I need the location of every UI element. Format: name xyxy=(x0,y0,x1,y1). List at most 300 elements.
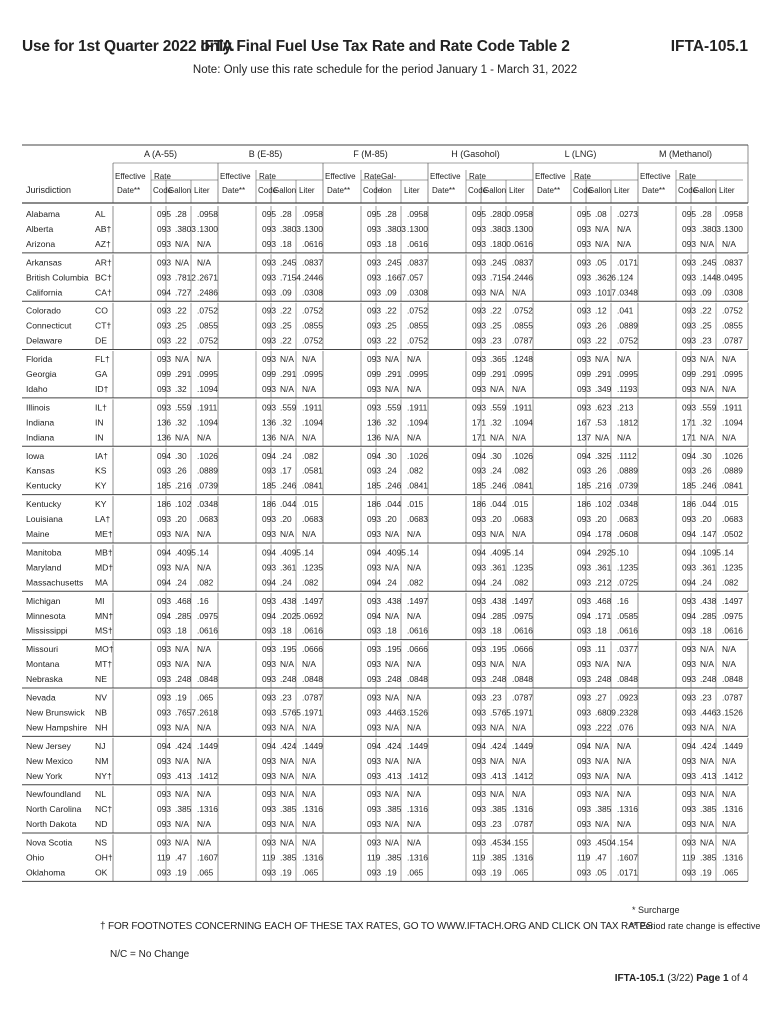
rate-code: 093 xyxy=(472,707,486,718)
liter-rate: .0171 xyxy=(617,867,638,878)
gallon-rate: N/A xyxy=(280,837,294,848)
jurisdiction-code: IN xyxy=(95,417,104,428)
liter-rate: .14 xyxy=(512,547,524,558)
rate-code: 093 xyxy=(682,789,696,800)
rate-code: 093 xyxy=(367,595,381,606)
gallon-rate: .424 xyxy=(175,740,192,751)
gallon-rate: N/A xyxy=(280,354,294,365)
gallon-rate: .23 xyxy=(700,335,712,346)
liter-rate: N/A xyxy=(617,659,631,670)
liter-rate: .082 xyxy=(302,450,319,461)
gallon-rate: .195 xyxy=(490,644,507,655)
liter-rate: N/A xyxy=(197,562,211,573)
gallon-rate: .4534 xyxy=(490,837,511,848)
liter-rate: .0787 xyxy=(722,335,743,346)
gallon-rate: N/A xyxy=(175,354,189,365)
gallon-rate: .385 xyxy=(385,852,402,863)
jurisdiction-code: FL† xyxy=(95,354,110,365)
rate-code: 093 xyxy=(472,755,486,766)
rate-code: 095 xyxy=(682,209,696,219)
gallon-rate: .22 xyxy=(385,305,397,316)
rate-code: 093 xyxy=(157,514,171,525)
jurisdiction-name: Montana xyxy=(26,659,60,670)
rate-code: 094 xyxy=(157,740,171,751)
liter-rate: .1300 xyxy=(302,223,323,234)
jurisdiction-name: New Jersey xyxy=(26,740,71,751)
liter-rate: .2618 xyxy=(197,707,218,718)
gallon-rate: .248 xyxy=(175,674,192,685)
gallon-rate: N/A xyxy=(175,529,189,539)
rate-code: 137 xyxy=(577,432,591,443)
liter-rate: N/A xyxy=(197,238,211,249)
rate-code: 093 xyxy=(577,272,591,283)
jurisdiction-code: OH† xyxy=(95,852,113,863)
jurisdiction-name: Kansas xyxy=(26,465,55,476)
gallon-rate: .285 xyxy=(490,610,507,621)
code-label: Code xyxy=(153,186,173,195)
rate-code: 093 xyxy=(472,804,486,815)
gallon-rate: .25 xyxy=(385,320,397,331)
rate-code: 095 xyxy=(472,209,486,219)
liter-rate: .1316 xyxy=(407,852,428,863)
liter-rate: .1412 xyxy=(512,770,533,781)
gallon-rate: .216 xyxy=(175,480,192,491)
rate-code: 093 xyxy=(472,789,486,800)
liter-rate: N/A xyxy=(407,529,421,539)
rate-code: 093 xyxy=(577,383,591,394)
gallon-rate: N/A xyxy=(595,770,609,781)
gallon-rate: .26 xyxy=(595,465,607,476)
rate-code: 093 xyxy=(262,272,276,283)
rate-code: 093 xyxy=(262,514,276,525)
gallon-rate: .248 xyxy=(700,674,717,685)
liter-rate: .082 xyxy=(407,465,424,476)
gallon-rate: .559 xyxy=(385,402,402,413)
gallon-rate: .291 xyxy=(700,369,717,379)
rate-code: 093 xyxy=(262,819,276,830)
rate-code: 093 xyxy=(367,402,381,413)
gallon-rate: .248 xyxy=(595,674,612,685)
liter-rate: .1094 xyxy=(407,417,428,428)
rate-code: 093 xyxy=(577,789,591,800)
rate-code: 094 xyxy=(262,740,276,751)
gallon-rate: N/A xyxy=(280,659,294,670)
rate-code: 094 xyxy=(682,529,696,539)
effective-label: Effective xyxy=(325,172,356,181)
liter-rate: .16 xyxy=(617,595,629,606)
rate-code: 093 xyxy=(472,272,486,283)
liter-rate: .2671 xyxy=(197,272,218,283)
gallon-rate: .349 xyxy=(595,383,612,394)
jurisdiction-name: Massachusetts xyxy=(26,577,84,588)
rate-code: 093 xyxy=(577,707,591,718)
jurisdiction-name: Delaware xyxy=(26,335,63,346)
rate-code: 093 xyxy=(472,770,486,781)
rate-code: 093 xyxy=(367,562,381,573)
jurisdiction-name: Iowa xyxy=(26,450,45,461)
rate-code: 093 xyxy=(472,287,486,298)
gallon-rate: .285 xyxy=(175,610,192,621)
rate-code: 099 xyxy=(367,369,381,379)
liter-rate: N/A xyxy=(617,770,631,781)
jurisdiction-name: Alberta xyxy=(26,223,54,234)
gallon-rate: N/A xyxy=(280,819,294,830)
rate-code: 093 xyxy=(367,819,381,830)
jurisdiction-code: GA xyxy=(95,369,108,379)
rate-label: Rate xyxy=(259,172,276,181)
liter-label: Liter xyxy=(299,186,315,195)
rate-code: 093 xyxy=(262,722,276,733)
rate-code: 093 xyxy=(367,755,381,766)
liter-rate: .14 xyxy=(722,547,734,558)
rate-code: 093 xyxy=(367,722,381,733)
jurisdiction-code: KY xyxy=(95,480,107,491)
liter-rate: N/A xyxy=(512,529,526,539)
gallon-rate: .22 xyxy=(385,335,397,346)
rate-code: 093 xyxy=(262,305,276,316)
liter-rate: N/A xyxy=(197,529,211,539)
rate-code: 093 xyxy=(472,595,486,606)
jurisdiction-code: MA xyxy=(95,577,108,588)
gallon-rate: .361 xyxy=(490,562,507,573)
rate-code: 093 xyxy=(157,837,171,848)
gallon-rate: N/A xyxy=(385,610,399,621)
gallon-rate: .23 xyxy=(490,335,502,346)
liter-rate: N/A xyxy=(197,432,211,443)
date-label: Date** xyxy=(642,186,666,195)
rate-code: 093 xyxy=(157,402,171,413)
code-label: Code xyxy=(258,186,278,195)
rate-code: 093 xyxy=(262,674,276,685)
gallon-rate: .246 xyxy=(280,480,297,491)
rate-code: 167 xyxy=(577,417,591,428)
rate-code: 185 xyxy=(157,480,171,491)
liter-rate: N/A xyxy=(722,432,736,443)
liter-rate: .0581 xyxy=(302,465,323,476)
rate-code: 093 xyxy=(472,692,486,703)
gallon-rate: .24 xyxy=(385,465,397,476)
effective-label: Effective xyxy=(220,172,251,181)
rate-code: 171 xyxy=(682,432,696,443)
jurisdiction-code: MD† xyxy=(95,562,114,573)
jurisdiction-name: Arkansas xyxy=(26,257,62,268)
jurisdiction-name: Mississippi xyxy=(26,625,68,636)
gallon-rate: .5765 xyxy=(280,707,301,718)
gallon-rate: .22 xyxy=(280,335,292,346)
liter-rate: .065 xyxy=(512,867,529,878)
gallon-rate: .147 xyxy=(700,529,717,539)
gallon-rate: .22 xyxy=(175,335,187,346)
jurisdiction-code: NY† xyxy=(95,770,112,781)
rate-code: 093 xyxy=(157,562,171,573)
jurisdiction-code: KY xyxy=(95,499,107,510)
liter-rate: N/A xyxy=(512,659,526,670)
rate-code: 093 xyxy=(682,867,696,878)
gallon-rate: .25 xyxy=(700,320,712,331)
gallon-rate: .245 xyxy=(385,257,402,268)
liter-rate: N/A xyxy=(722,238,736,249)
liter-rate: N/A xyxy=(302,383,316,394)
effective-label: Effective xyxy=(535,172,566,181)
liter-rate: N/A xyxy=(302,659,316,670)
form-number: IFTA-105.1 xyxy=(670,38,748,55)
liter-rate: .1112 xyxy=(617,450,637,461)
liter-rate: .1026 xyxy=(197,450,218,461)
liter-rate: N/A xyxy=(302,722,316,733)
gallon-rate: N/A xyxy=(700,789,714,800)
liter-rate: N/A xyxy=(407,789,421,800)
liter-rate: .1526 xyxy=(722,707,743,718)
gallon-rate: .6809 xyxy=(595,707,616,718)
gallon-rate: .12 xyxy=(595,305,607,316)
gallon-rate: .24 xyxy=(490,577,502,588)
rate-code: 171 xyxy=(472,417,486,428)
gallon-rate: .08 xyxy=(595,209,607,219)
code-label: Code xyxy=(573,186,593,195)
rate-code: 093 xyxy=(262,755,276,766)
rate-code: 093 xyxy=(472,837,486,848)
rate-code: 093 xyxy=(262,335,276,346)
rate-code: 093 xyxy=(577,819,591,830)
rate-code: 093 xyxy=(472,402,486,413)
liter-rate: .0975 xyxy=(512,610,533,621)
gallon-rate: .27 xyxy=(595,692,607,703)
gallon-rate: .245 xyxy=(280,257,297,268)
liter-rate: .0787 xyxy=(722,692,743,703)
date-label: Date** xyxy=(222,186,246,195)
liter-rate: .0616 xyxy=(617,625,638,636)
rate-code: 093 xyxy=(682,402,696,413)
rate-code: 093 xyxy=(472,819,486,830)
jurisdiction-code: NV xyxy=(95,692,107,703)
gallon-rate: .32 xyxy=(700,417,712,428)
rate-code: 094 xyxy=(577,547,591,558)
gallon-rate: N/A xyxy=(490,789,504,800)
rate-code: 094 xyxy=(157,577,171,588)
gallon-rate: .7812 xyxy=(175,272,196,283)
rate-code: 094 xyxy=(472,740,486,751)
rate-code: 185 xyxy=(367,480,381,491)
gallon-rate: .3803 xyxy=(280,223,301,234)
gallon-rate: N/A xyxy=(280,789,294,800)
jurisdiction-name: New Hampshire xyxy=(26,722,88,733)
rate-code: 093 xyxy=(472,722,486,733)
liter-rate: .0841 xyxy=(407,480,428,491)
liter-rate: .1316 xyxy=(512,852,533,863)
liter-rate: .1316 xyxy=(617,804,638,815)
rate-code: 093 xyxy=(577,223,591,234)
rate-code: 093 xyxy=(157,867,171,878)
liter-rate: .076 xyxy=(617,722,634,733)
jurisdiction-name: Idaho xyxy=(26,383,48,394)
gallon-rate: .20 xyxy=(595,514,607,525)
rate-code: 093 xyxy=(577,867,591,878)
gallon-rate: .4504 xyxy=(595,837,616,848)
liter-rate: .1911 xyxy=(722,402,743,413)
rate-code: 093 xyxy=(157,223,171,234)
gallon-rate: .23 xyxy=(700,692,712,703)
gallon-rate: .385 xyxy=(175,804,192,815)
rate-code: 093 xyxy=(682,770,696,781)
rate-code: 093 xyxy=(367,867,381,878)
liter-rate: .082 xyxy=(722,577,739,588)
liter-rate: N/A xyxy=(302,432,316,443)
liter-rate: N/A xyxy=(722,354,736,365)
gallon-rate: .3803 xyxy=(490,223,511,234)
liter-rate: .0739 xyxy=(617,480,638,491)
rate-code: 093 xyxy=(262,625,276,636)
rate-code: 186 xyxy=(682,499,696,510)
gallon-rate: .424 xyxy=(280,740,297,751)
rate-code: 093 xyxy=(682,287,696,298)
rate-code: 094 xyxy=(472,450,486,461)
gallon-rate: N/A xyxy=(595,238,609,249)
liter-rate: N/A xyxy=(617,354,631,365)
gallon-rate: N/A xyxy=(490,529,504,539)
rate-code: 093 xyxy=(472,257,486,268)
jurisdiction-code: CT† xyxy=(95,320,112,331)
gallon-rate: .1017 xyxy=(595,287,616,298)
rate-code: 093 xyxy=(682,562,696,573)
rate-code: 093 xyxy=(682,674,696,685)
fuel-group-title: B (E-85) xyxy=(248,149,283,159)
jurisdiction-name: Louisiana xyxy=(26,514,63,525)
code-label: Code xyxy=(468,186,488,195)
jurisdiction-code: IL† xyxy=(95,402,107,413)
gallon-label: Gallon xyxy=(483,186,507,195)
rate-code: 093 xyxy=(262,257,276,268)
liter-rate: .0848 xyxy=(407,674,428,685)
footnote-dagger: † FOR FOOTNOTES CONCERNING EACH OF THESE TAX RATES, GO TO WWW.IFTACH.ORG AND CLICK ON TAX RATES. xyxy=(100,921,656,932)
gallon-rate: .24 xyxy=(385,577,397,588)
rate-code: 093 xyxy=(367,223,381,234)
gallon-rate: .245 xyxy=(700,257,717,268)
rate-code: 094 xyxy=(157,610,171,621)
gallon-rate: .4095 xyxy=(175,547,196,558)
rate-code: 093 xyxy=(157,383,171,394)
liter-rate: .0585 xyxy=(617,610,638,621)
rate-code: 094 xyxy=(682,450,696,461)
jurisdiction-code: NE xyxy=(95,674,107,685)
rate-code: 093 xyxy=(682,272,696,283)
rate-code: 093 xyxy=(577,577,591,588)
liter-rate: N/A xyxy=(407,432,421,443)
gallon-rate: .413 xyxy=(700,770,717,781)
gallon-rate: N/A xyxy=(595,354,609,365)
rate-code: 093 xyxy=(682,804,696,815)
liter-rate: .1300 xyxy=(407,223,428,234)
rate-code: 093 xyxy=(682,837,696,848)
gallon-rate: .23 xyxy=(490,819,502,830)
gallon-rate: N/A xyxy=(700,644,714,655)
rate-code: 093 xyxy=(157,692,171,703)
gallon-rate: .559 xyxy=(280,402,297,413)
liter-label: Liter xyxy=(194,186,210,195)
liter-rate: N/A xyxy=(197,819,211,830)
gallon-rate: N/A xyxy=(385,722,399,733)
gallon-rate: .3803 xyxy=(700,223,721,234)
gallon-rate: N/A xyxy=(175,837,189,848)
rate-code: 093 xyxy=(577,722,591,733)
liter-rate: .0348 xyxy=(617,499,638,510)
gallon-rate: .25 xyxy=(175,320,187,331)
gallon-rate: .32 xyxy=(280,417,292,428)
rate-code: 093 xyxy=(682,514,696,525)
rate-code: 186 xyxy=(157,499,171,510)
gallon-rate: N/A xyxy=(700,819,714,830)
gallon-rate: .044 xyxy=(700,499,717,510)
liter-rate: .0837 xyxy=(512,257,533,268)
gallon-rate: .044 xyxy=(280,499,297,510)
liter-rate: .2446 xyxy=(512,272,533,283)
jurisdiction-name: Michigan xyxy=(26,595,61,606)
gallon-rate: .102 xyxy=(175,499,192,510)
rate-code: 093 xyxy=(682,257,696,268)
liter-rate: .041 xyxy=(617,305,634,316)
rate-code: 093 xyxy=(577,692,591,703)
gallon-rate: .212 xyxy=(595,577,612,588)
rate-code: 093 xyxy=(472,625,486,636)
gallon-rate: .24 xyxy=(700,577,712,588)
rate-code: 093 xyxy=(682,659,696,670)
rate-code: 093 xyxy=(367,770,381,781)
jurisdiction-code: ND xyxy=(95,819,108,830)
jurisdiction-code: NH xyxy=(95,722,108,733)
gallon-rate: .20 xyxy=(175,514,187,525)
liter-rate: .0666 xyxy=(512,644,533,655)
liter-rate: N/A xyxy=(197,644,211,655)
liter-rate: N/A xyxy=(407,722,421,733)
rate-code: 093 xyxy=(367,625,381,636)
liter-rate: N/A xyxy=(302,789,316,800)
rate-code: 093 xyxy=(157,770,171,781)
liter-rate: .1300 xyxy=(197,223,218,234)
liter-rate: N/A xyxy=(302,819,316,830)
gallon-rate: .24 xyxy=(175,577,187,588)
liter-rate: .1412 xyxy=(197,770,218,781)
liter-rate: .0995 xyxy=(407,369,428,379)
gallon-rate: .044 xyxy=(490,499,507,510)
liter-rate: .0995 xyxy=(617,369,638,379)
rate-code: 093 xyxy=(577,595,591,606)
rate-code: 186 xyxy=(262,499,276,510)
rate-code: 093 xyxy=(577,659,591,670)
date-label: Date** xyxy=(117,186,141,195)
jurisdiction-code: MN† xyxy=(95,610,114,621)
rate-code: 093 xyxy=(157,465,171,476)
gallon-rate: .246 xyxy=(385,480,402,491)
rate-code: 093 xyxy=(157,755,171,766)
rate-code: 093 xyxy=(577,465,591,476)
jurisdiction-name: Alabama xyxy=(26,209,60,219)
rate-code: 093 xyxy=(367,789,381,800)
rate-code: 093 xyxy=(262,595,276,606)
gallon-rate: .385 xyxy=(700,804,717,815)
liter-rate: N/A xyxy=(197,755,211,766)
gallon-rate: .18 xyxy=(700,625,712,636)
gallon-rate: N/A xyxy=(175,257,189,268)
gallon-rate: N/A xyxy=(595,789,609,800)
gallon-rate: N/A xyxy=(385,837,399,848)
jurisdiction-name: New Brunswick xyxy=(26,707,85,718)
gallon-rate: .18 xyxy=(595,625,607,636)
rate-code: 093 xyxy=(472,659,486,670)
liter-rate: .0616 xyxy=(302,625,323,636)
rate-code: 093 xyxy=(472,305,486,316)
rate-code: 093 xyxy=(367,659,381,670)
rate-code: 093 xyxy=(157,257,171,268)
rate-code: 093 xyxy=(682,335,696,346)
